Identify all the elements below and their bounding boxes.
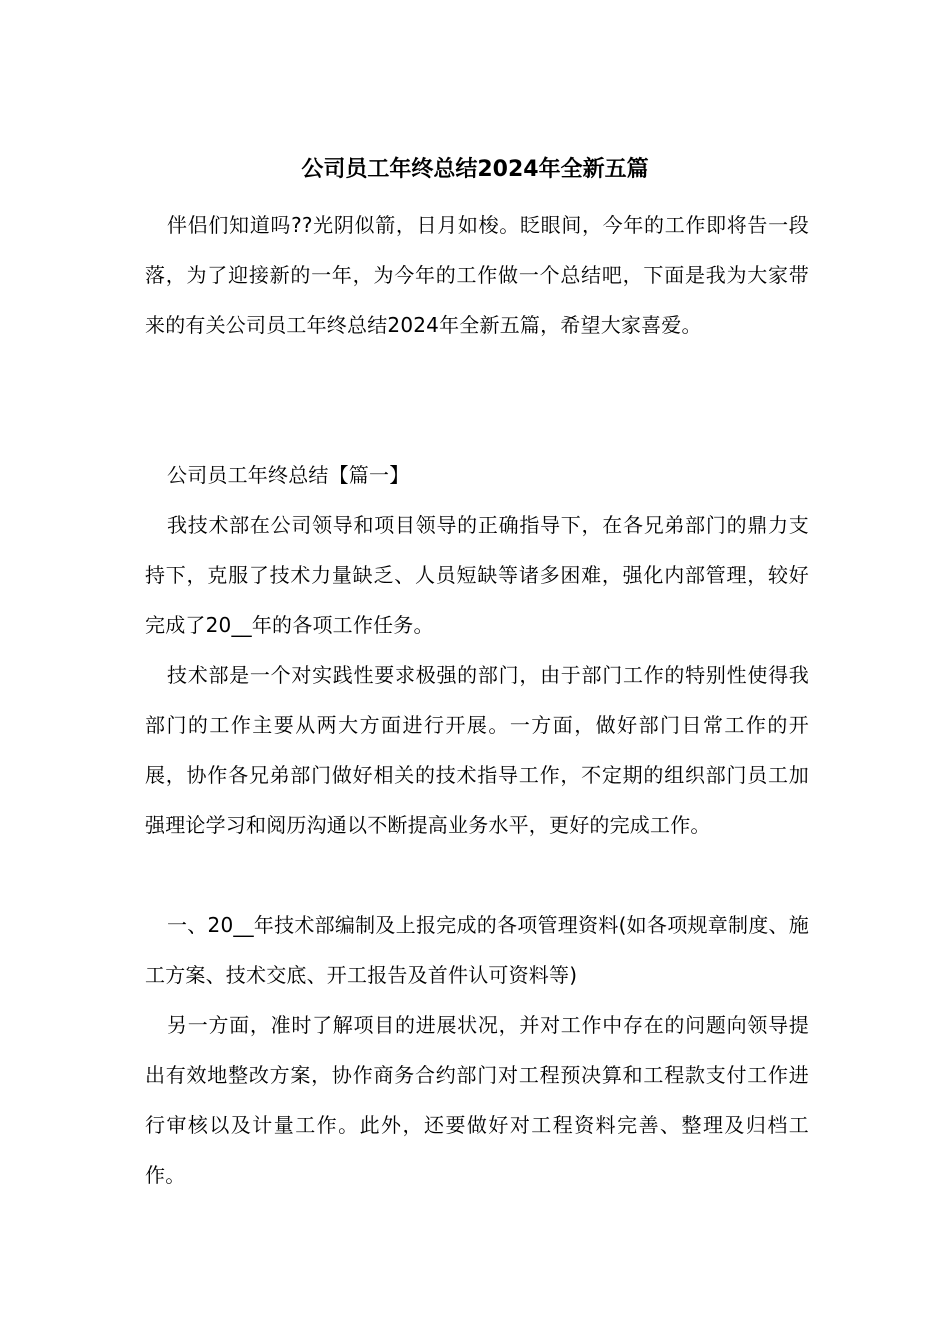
list-item-paragraph: 一、20__年技术部编制及上报完成的各项管理资料(如各项规章制度、施工方案、技术交底、开工报告及首件认可资料等) bbox=[145, 913, 809, 987]
intro-paragraph: 伴侣们知道吗??光阴似箭，日月如梭。眨眼间，今年的工作即将告一段落，为了迎接新的一年，为今年的工作做一个总结吧，下面是我为大家带来的有关公司员工年终总结2024年全新五篇，希望大家喜爱。 bbox=[145, 213, 809, 337]
body-paragraph: 另一方面，准时了解项目的进展状况，并对工作中存在的问题向领导提出有效地整改方案，协作商务合约部门对工程预决算和工程款支付工作进行审核以及计量工作。此外，还要做好对工程资料完善、整理及归档工作。 bbox=[145, 1013, 809, 1187]
section-heading-part-one: 公司员工年终总结【篇一】 bbox=[167, 463, 410, 487]
body-paragraph: 我技术部在公司领导和项目领导的正确指导下，在各兄弟部门的鼎力支持下，克服了技术力量缺乏、人员短缺等诸多困难，强化内部管理，较好完成了20__年的各项工作任务。 bbox=[145, 513, 809, 637]
body-paragraph: 技术部是一个对实践性要求极强的部门，由于部门工作的特别性使得我部门的工作主要从两大方面进行开展。一方面，做好部门日常工作的开展，协作各兄弟部门做好相关的技术指导工作，不定期的组织部门员工加强理论学习和阅历沟通以不断提高业务水平，更好的完成工作。 bbox=[145, 663, 809, 837]
document-title: 公司员工年终总结2024年全新五篇 bbox=[301, 157, 649, 182]
